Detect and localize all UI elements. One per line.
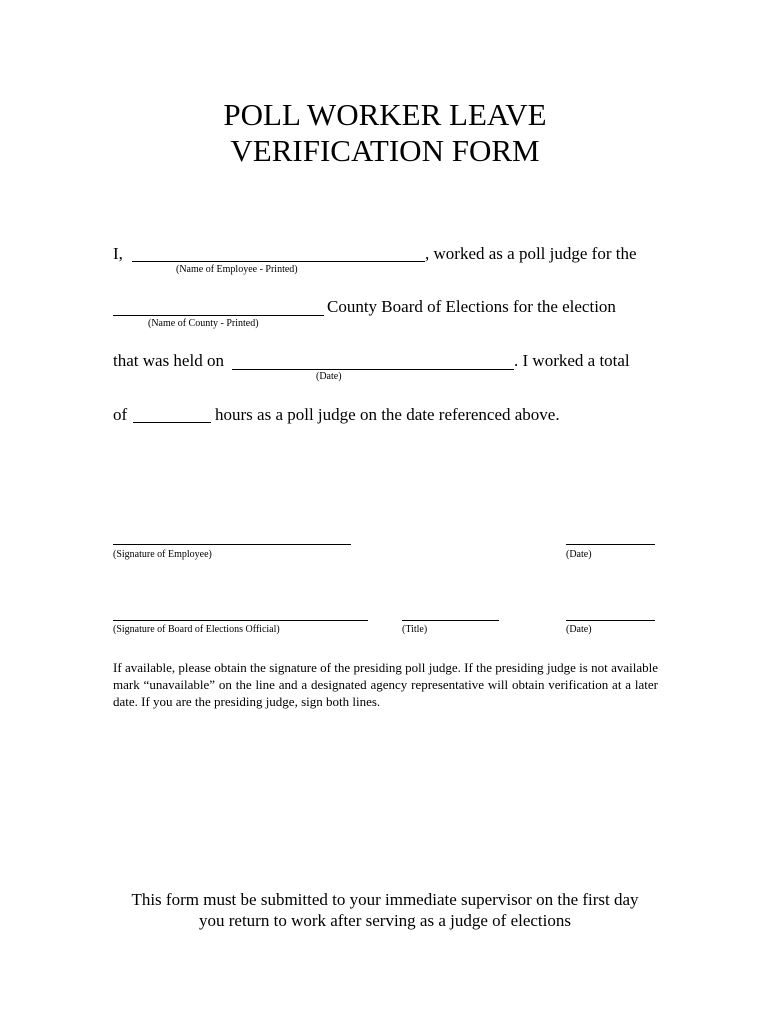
row1-suffix: , worked as a poll judge for the — [425, 244, 637, 263]
row3-suffix: . I worked a total — [514, 351, 630, 370]
official-title-line[interactable] — [402, 620, 499, 621]
election-date-field[interactable] — [232, 369, 514, 370]
row1-prefix: I, — [113, 244, 123, 263]
row4-suffix: hours as a poll judge on the date referenced above. — [215, 405, 560, 424]
employee-name-field[interactable] — [132, 261, 425, 262]
official-signature-line[interactable] — [113, 620, 368, 621]
official-title-caption: (Title) — [402, 624, 428, 635]
instructions-paragraph: If available, please obtain the signature of the presiding poll judge. If the presiding judge is not available mark “unavailable” on the line and a designated agency representative will obtain verification at a later date. If you are the presiding judge, sign both lines. — [113, 660, 658, 709]
form-title-line1: POLL WORKER LEAVE — [223, 97, 547, 132]
hours-field[interactable] — [133, 422, 211, 423]
employee-date-line[interactable] — [566, 544, 655, 545]
official-signature-caption: (Signature of Board of Elections Official) — [113, 624, 280, 635]
official-date-line[interactable] — [566, 620, 655, 621]
row4-prefix: of — [113, 405, 128, 424]
employee-date-caption: (Date) — [566, 549, 592, 560]
official-date-caption: (Date) — [566, 624, 592, 635]
footer-line2: you return to work after serving as a judge of elections — [199, 911, 571, 930]
employee-signature-caption: (Signature of Employee) — [113, 549, 212, 560]
county-name-caption: (Name of County - Printed) — [148, 318, 259, 329]
footer-line1: This form must be submitted to your immediate supervisor on the first day — [131, 890, 639, 909]
form-title-line2: VERIFICATION FORM — [230, 133, 540, 168]
election-date-caption: (Date) — [316, 371, 342, 382]
row2-suffix: County Board of Elections for the election — [327, 297, 616, 316]
employee-signature-line[interactable] — [113, 544, 351, 545]
row3-prefix: that was held on — [113, 351, 224, 370]
county-name-field[interactable] — [113, 315, 324, 316]
employee-name-caption: (Name of Employee - Printed) — [176, 264, 298, 275]
